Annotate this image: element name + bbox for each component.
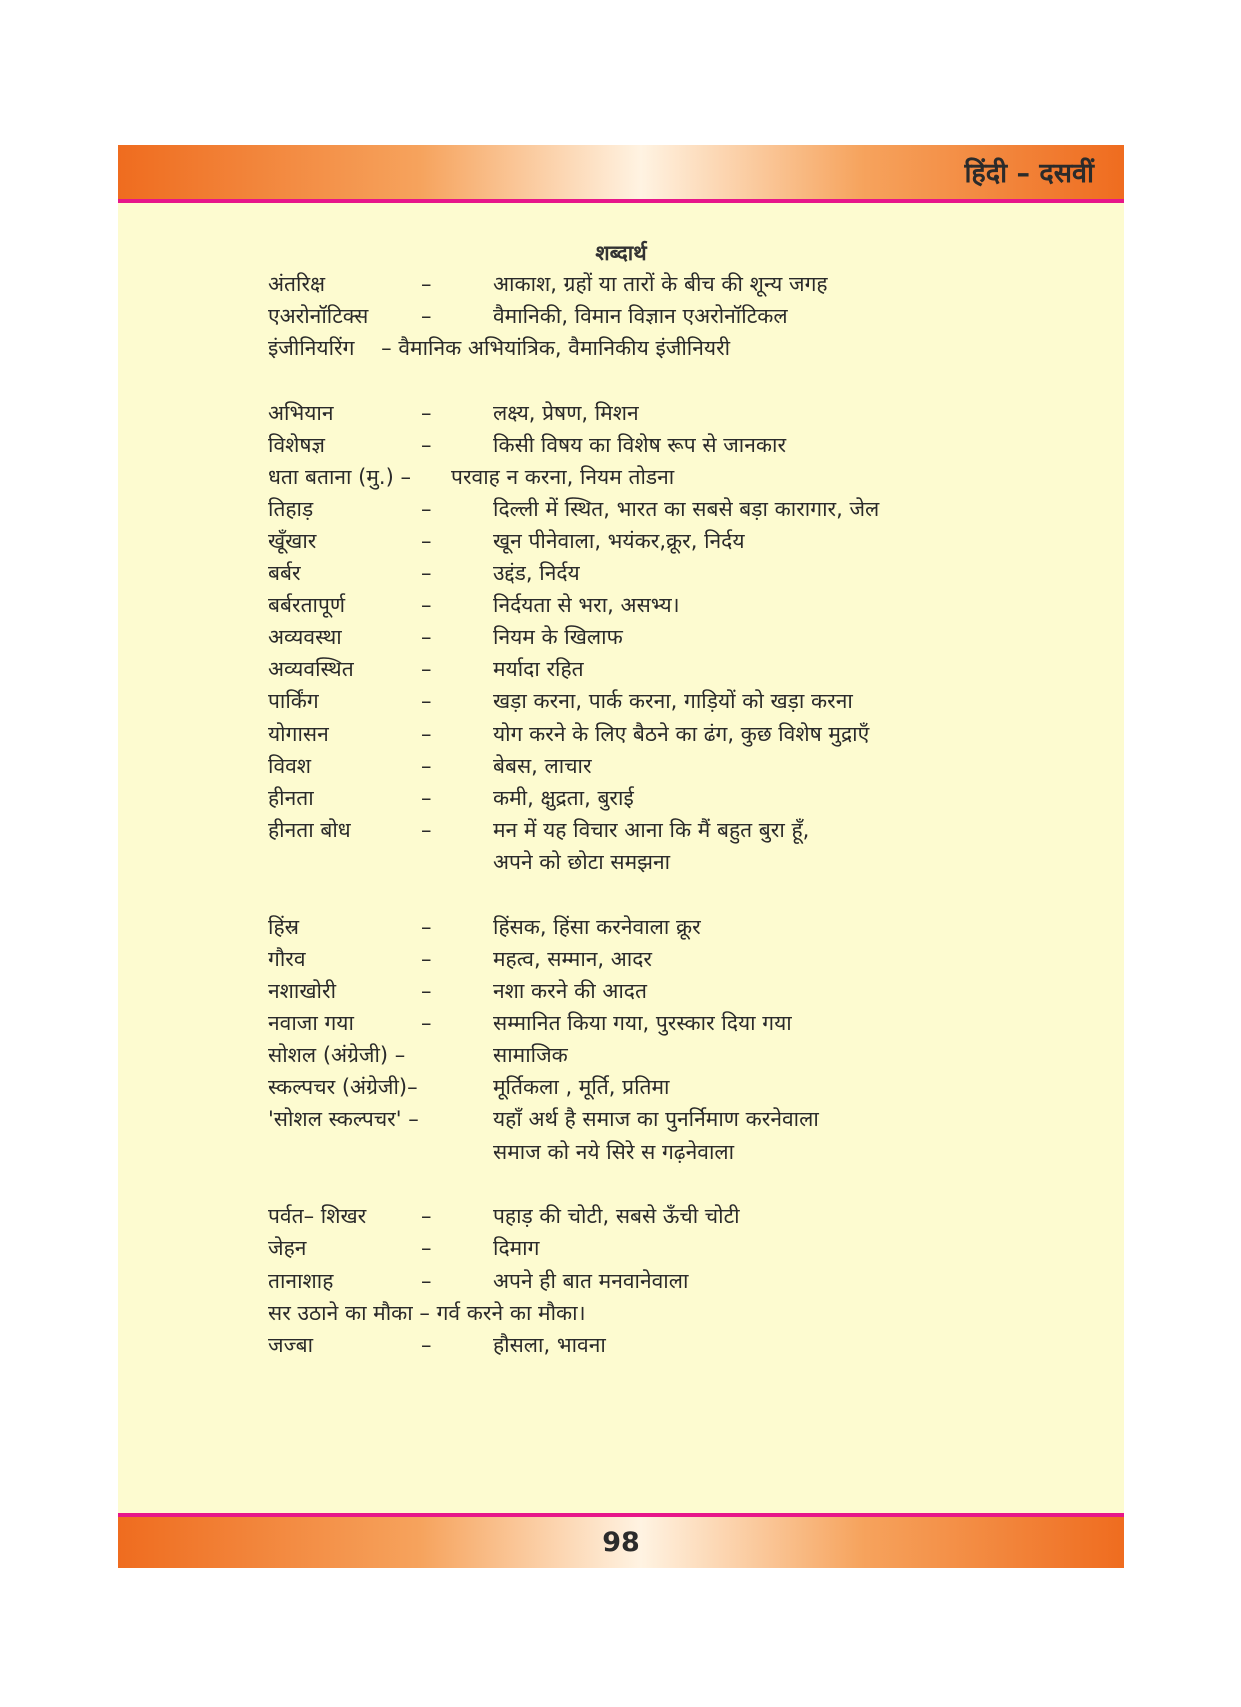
glossary-meaning: समाज को नये सिरे स गढ़नेवाला [493,1140,735,1164]
glossary-meaning: निर्दयता से भरा, असभ्य। [493,593,680,617]
glossary-entry [268,652,1098,687]
glossary-meaning: दिमाग [493,1236,540,1260]
glossary-entry [268,331,1098,366]
glossary-entry [268,1231,1098,1266]
page [118,145,1124,1568]
header-divider [118,199,1124,203]
glossary-entry [268,974,1098,1009]
glossary-entry [268,556,1098,591]
glossary-entry [268,460,1098,495]
glossary-entry [268,396,1098,431]
glossary-term: पार्किंग [268,689,319,713]
glossary-entry [268,267,1098,302]
glossary-meaning: किसी विषय का विशेष रूप से जानकार [493,433,787,457]
glossary-meaning: सम्मानित किया गया, पुरस्कार दिया गया [493,1011,792,1035]
glossary-entry [268,910,1098,945]
glossary-meaning: महत्व, सम्मान, आदर [493,947,652,971]
glossary-entry [268,1006,1098,1041]
glossary-line: इंजीनियरिंग – वैमानिक अभियांत्रिक, वैमानिकीय इंजीनियरी [268,336,731,360]
glossary-entry [268,813,1098,848]
glossary-term: 'सोशल स्कल्पचर' – [268,1107,419,1131]
glossary-meaning: लक्ष्य, प्रेषण, मिशन [493,401,639,425]
glossary-meaning: खून पीनेवाला, भयंकर,क्रूर, निर्दय [493,529,745,553]
glossary-dash: – [421,689,432,713]
glossary-dash: – [421,433,432,457]
glossary-dash: – [421,593,432,617]
glossary-entry [268,717,1098,752]
glossary-term: पर्वत– शिखर [268,1204,367,1228]
glossary-meaning: वैमानिकी, विमान विज्ञान एअरोनॉटिकल [493,304,788,328]
glossary-meaning: हौसला, भावना [493,1333,606,1357]
glossary-term: स्कल्पचर (अंग्रेजी)– [268,1075,418,1099]
glossary-term: अव्यवस्थित [268,657,354,681]
glossary-term: योगासन [268,722,329,746]
glossary-entry [268,1199,1098,1234]
glossary-dash: – [421,561,432,585]
glossary-meaning: नियम के खिलाफ [493,625,623,649]
glossary-dash: – [421,818,432,842]
glossary-term: जज्बा [268,1333,314,1357]
glossary-dash: – [421,304,432,328]
glossary-entry [268,524,1098,559]
glossary-meaning: बेबस, लाचार [493,754,592,778]
glossary-entry [268,749,1098,784]
glossary-entry [268,781,1098,816]
glossary-meaning: अपने ही बात मनवानेवाला [493,1269,689,1293]
glossary-entry [268,1135,1098,1170]
book-title: हिंदी – दसवीं [964,158,1094,189]
glossary-dash: – [421,1236,432,1260]
glossary-entry [268,620,1098,655]
glossary-entry [268,1070,1098,1105]
glossary-dash: – [421,1204,432,1228]
glossary-meaning: नशा करने की आदत [493,979,647,1003]
glossary-meaning: उद्दंड, निर्दय [493,561,580,585]
glossary-dash: – [421,657,432,681]
glossary-meaning: सामाजिक [493,1043,568,1067]
glossary-term: हीनता [268,786,314,810]
glossary-entry [268,299,1098,334]
glossary-term: बर्बर [268,561,301,585]
glossary-meaning: मर्यादा रहित [493,657,584,681]
glossary-dash: – [421,915,432,939]
glossary-entry [268,492,1098,527]
glossary-term: अव्यवस्था [268,625,342,649]
glossary-meaning: कमी, क्षुद्रता, बुराई [493,786,634,810]
glossary-dash: – [421,754,432,778]
glossary-dash: – [421,1333,432,1357]
glossary-entry [268,845,1098,880]
glossary-term: एअरोनॉटिक्स [268,304,369,328]
glossary-meaning: योग करने के लिए बैठने का ढंग, कुछ विशेष मुद्राएँ [493,722,870,746]
glossary-entry [268,942,1098,977]
glossary-entry [268,684,1098,719]
glossary-dash: – [421,1011,432,1035]
glossary-dash: – [421,722,432,746]
glossary-term: अंतरिक्ष [268,272,326,296]
glossary-term: जेहन [268,1236,307,1260]
glossary-meaning: मन में यह विचार आना कि मैं बहुत बुरा हूँ, [493,818,810,842]
glossary-entry [268,588,1098,623]
glossary-dash: – [421,979,432,1003]
glossary-term: तिहाड़ [268,497,314,521]
footer-band [118,1517,1124,1568]
glossary-dash: – [421,497,432,521]
glossary-meaning: हिंसक, हिंसा करनेवाला क्रूर [493,915,701,939]
glossary-term: अभियान [268,401,334,425]
glossary-meaning: अपने को छोटा समझना [493,850,671,874]
glossary-term: हीनता बोध [268,818,351,842]
glossary-term: नवाजा गया [268,1011,354,1035]
glossary-entry [268,1102,1098,1137]
glossary-dash: – [421,272,432,296]
glossary-meaning: पहाड़ की चोटी, सबसे ऊँची चोटी [493,1204,740,1228]
glossary-meaning: दिल्ली में स्थित, भारत का सबसे बड़ा कारागार, जेल [493,497,880,521]
glossary-dash: – [421,1269,432,1293]
glossary-meaning: यहाँ अर्थ है समाज का पुनर्निमाण करनेवाला [493,1107,819,1131]
glossary-entry [268,1264,1098,1299]
glossary-meaning: मूर्तिकला , मूर्ति, प्रतिमा [493,1075,670,1099]
glossary-term: सोशल (अंग्रेजी) – [268,1043,406,1067]
glossary-meaning: खड़ा करना, पार्क करना, गाड़ियों को खड़ा करना [493,689,853,713]
glossary-line: सर उठाने का मौका – गर्व करने का मौका। [268,1301,586,1325]
glossary-dash: – [421,947,432,971]
glossary-line: धता बताना (मु.) – परवाह न करना, नियम तोडना [268,465,675,489]
glossary-entry [268,428,1098,463]
glossary-term: बर्बरतापूर्ण [268,593,346,617]
section-heading: शब्दार्थ [595,241,647,265]
glossary-meaning: आकाश, ग्रहों या तारों के बीच की शून्य जगह [493,272,828,296]
glossary-dash: – [421,529,432,553]
glossary-dash: – [421,625,432,649]
glossary-term: गौरव [268,947,306,971]
glossary-term: तानाशाह [268,1269,334,1293]
glossary-term: खूँखार [268,529,317,553]
glossary-term: नशाखोरी [268,979,337,1003]
glossary-entry [268,1038,1098,1073]
header-band [118,145,1124,199]
glossary-term: विशेषज्ञ [268,433,325,457]
glossary-term: हिंस्र [268,915,299,939]
glossary-dash: – [421,401,432,425]
glossary-entry [268,1328,1098,1363]
glossary-term: विवश [268,754,312,778]
glossary-entry [268,1296,1098,1331]
page-number: 98 [602,1527,640,1558]
glossary-dash: – [421,786,432,810]
